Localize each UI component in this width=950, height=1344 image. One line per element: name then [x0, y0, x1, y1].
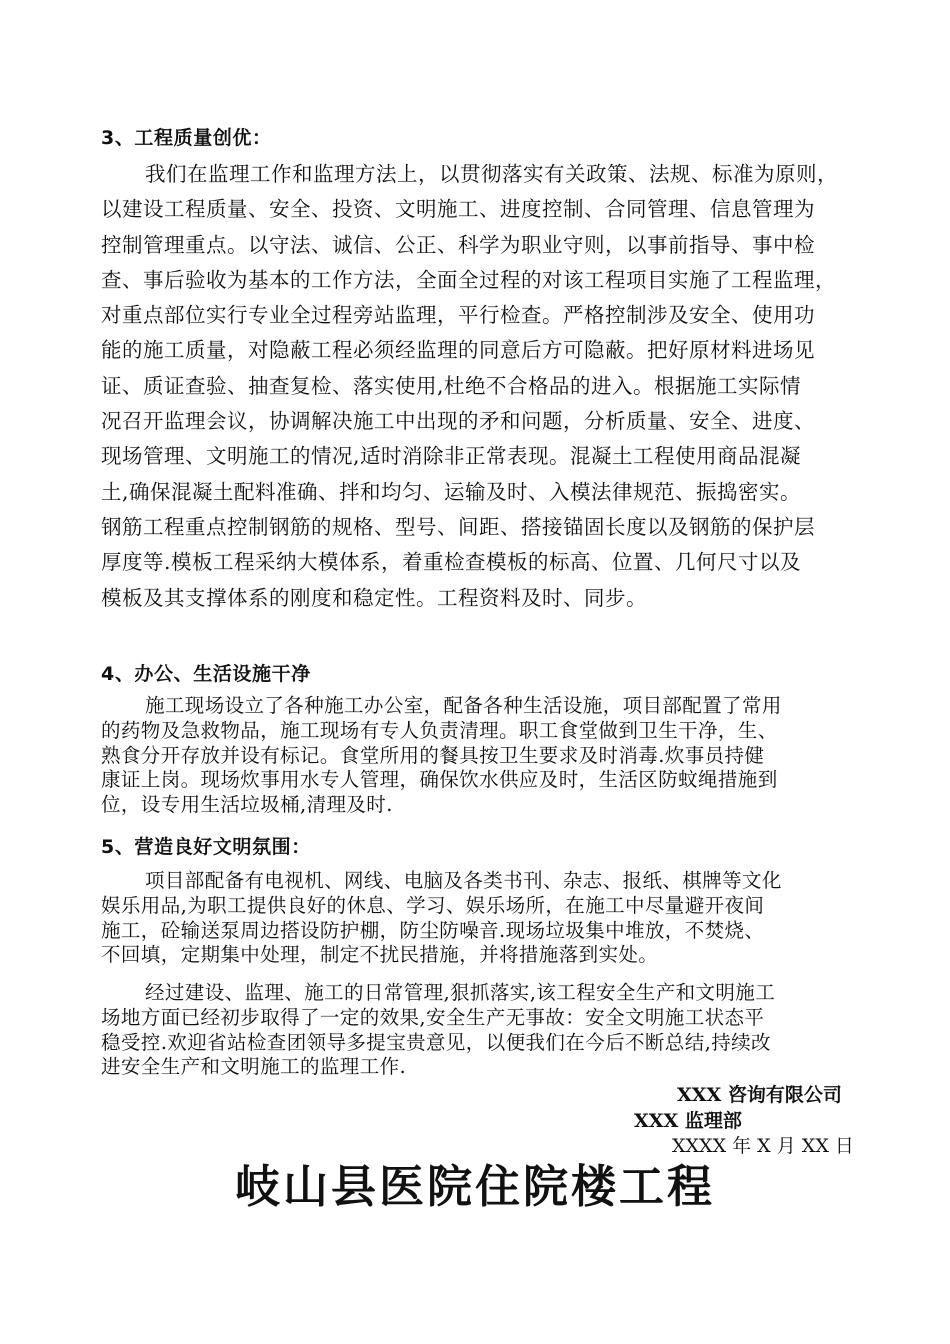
paragraph-line: 厚度等.模板工程采纳大模体系，着重检查模板的标高、位置、几何尺寸以及 — [101, 550, 802, 575]
paragraph-line: 以建设工程质量、安全、投资、文明施工、进度控制、合同管理、信息管理为 — [101, 197, 815, 222]
paragraph-line: 能的施工质量，对隐蔽工程必须经监理的同意后方可隐蔽。把好原材料进场见 — [101, 338, 815, 363]
signature-company: XXX 咨询有限公司 — [677, 1084, 842, 1106]
section-4-paragraph — [101, 694, 881, 818]
paragraph-line: 钢筋工程重点控制钢筋的规格、型号、间距、搭接锚固长度以及钢筋的保护层 — [101, 514, 815, 539]
paragraph-line: 娱乐用品,为职工提供良好的休息、学习、娱乐场所，在施工中尽量避开夜间 — [101, 893, 765, 917]
section-3-heading: 3、工程质量创优： — [101, 127, 272, 149]
paragraph-line: 施工现场设立了各种施工办公室，配备各种生活设施，项目部配置了常用 — [145, 694, 782, 717]
paragraph-line: 土,确保混凝土配料准确、拌和均匀、运输及时、入模法律规范、振捣密实。 — [101, 479, 802, 504]
paragraph-line: 的药物及急救物品，施工现场有专人负责清理。职工食堂做到卫生干净，生、 — [101, 718, 778, 742]
signature-date: XXXX 年 X 月 XX 日 — [672, 1135, 854, 1157]
paragraph-line: 进安全生产和文明施工的监理工作. — [101, 1055, 407, 1079]
paragraph-line: 控制管理重点。以守法、诚信、公正、科学为职业守则，以事前指导、事中检 — [101, 232, 815, 257]
paragraph-line: 证、质证查验、抽查复检、落实使用,杜绝不合格品的进入。根据施工实际情 — [101, 373, 802, 398]
project-title: 岐山县医院住院楼工程 — [234, 1160, 715, 1213]
paragraph-line: 查、事后验收为基本的工作方法，全面全过程的对该工程项目实施了工程监理， — [101, 267, 836, 292]
paragraph-line: 康证上岗。现场炊事用水专人管理，确保饮水供应及时，生活区防蚊绳措施到 — [101, 768, 778, 792]
section-5-paragraph — [101, 869, 881, 968]
paragraph-line: 现场管理、文明施工的情况,适时消除非正常表现。混凝土工程使用商品混凝 — [101, 444, 802, 469]
paragraph-line: 施工，砼输送泵周边搭设防护棚，防尘防噪音.现场垃圾集中堆放，不焚烧、 — [101, 918, 765, 942]
paragraph-line: 不回填，定期集中处理，制定不扰民措施，并将措施落到实处。 — [101, 943, 659, 967]
section-3-paragraph — [101, 157, 881, 616]
paragraph-line: 熟食分开存放并设有标记。食堂所用的餐具按卫生要求及时消毒.炊事员持健 — [101, 743, 765, 767]
paragraph-line: 稳受控.欢迎省站检查团领导多提宝贵意见，以便我们在今后不断总结,持续改 — [101, 1030, 771, 1054]
paragraph-line: 我们在监理工作和监理方法上，以贯彻落实有关政策、法规、标准为原则， — [145, 162, 838, 186]
section-4-heading: 4、办公、生活设施干净 — [101, 663, 311, 685]
signature-department: XXX 监理部 — [634, 1110, 742, 1132]
paragraph-line: 场地方面已经初步取得了一定的效果,安全生产无事故：安全文明施工状态平 — [101, 1005, 765, 1029]
paragraph-line: 位，设专用生活垃圾桶,清理及时. — [101, 793, 393, 817]
paragraph-line: 项目部配备有电视机、网线、电脑及各类书刊、杂志、报纸、棋牌等文化 — [145, 869, 782, 892]
paragraph-line: 对重点部位实行专业全过程旁站监理，平行检查。严格控制涉及安全、使用功 — [101, 303, 815, 328]
paragraph-line: 经过建设、监理、施工的日常管理,狠抓落实,该工程安全生产和文明施工 — [145, 981, 776, 1004]
closing-paragraph — [101, 981, 881, 1080]
paragraph-line: 模板及其支撑体系的刚度和稳定性。工程资料及时、同步。 — [101, 585, 647, 610]
paragraph-line: 况召开监理会议，协调解决施工中出现的矛和问题，分析质量、安全、进度、 — [101, 409, 815, 434]
section-5-heading: 5、营造良好文明氛围： — [101, 836, 311, 858]
